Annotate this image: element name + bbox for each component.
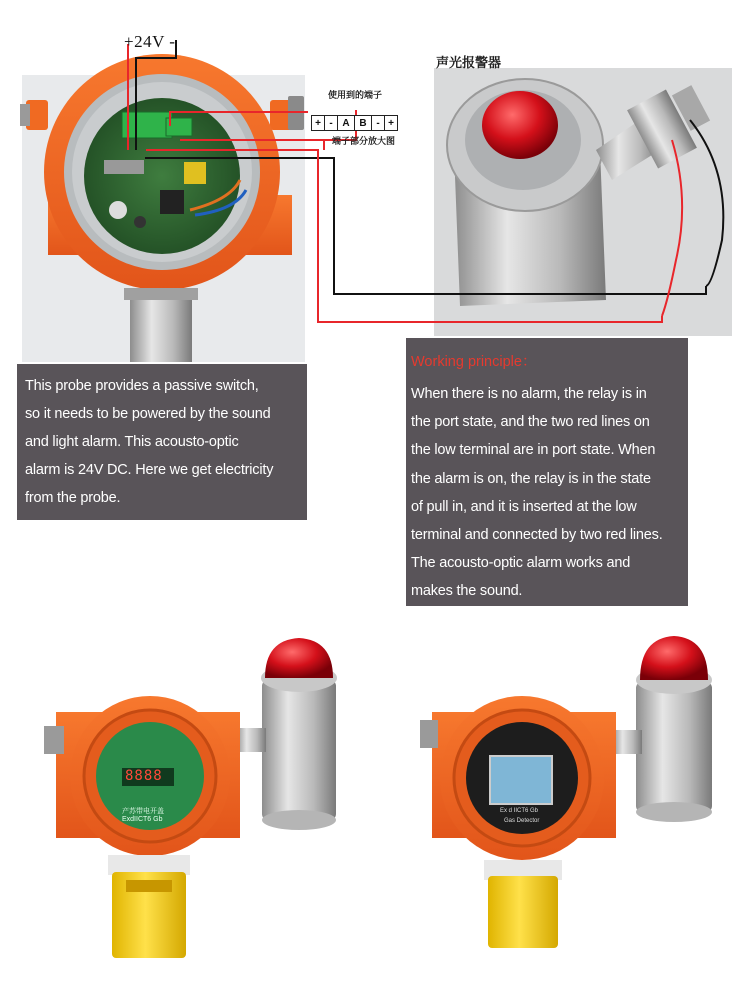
terminal-6: + [384, 115, 398, 131]
probe-info-text: This probe provides a passive switch, so it needs to be powered by the sound and light alarm. This acousto-optic alarm is 24V DC. Here we get electricity from the probe. [25, 378, 274, 506]
working-principle-text: When there is no alarm, the relay is in the port state, and the two red lines on the low terminal are in port state. When the alarm is on, the relay is in the state of pull in, and it is inserted at the low terminal and connected by two red lines. The acousto-optic alarm works and makes the sound. [411, 386, 663, 600]
voltage-label: +24V - [124, 32, 176, 51]
alarm-title: 声光报警器 [436, 55, 502, 70]
detector-with-alarm-right [420, 636, 712, 948]
left-device-display: 8888 [125, 768, 163, 784]
left-device-text-1: 产苏带电开盖 [122, 808, 164, 815]
right-device-label-2: Gas Detector [504, 818, 540, 824]
terminal-caption-top: 使用到的端子 [328, 90, 383, 100]
left-device-text-2: ExdIICT6 Gb [122, 816, 163, 823]
terminal-1: + [311, 115, 325, 131]
terminal-4: B [354, 115, 372, 131]
terminal-3: A [337, 115, 355, 131]
sound-light-alarm-photo [434, 68, 732, 336]
probe-info-panel [17, 364, 307, 520]
opened-detector-photo [20, 54, 305, 362]
terminal-2: - [324, 115, 338, 131]
terminal-strip [312, 115, 398, 131]
working-principle-panel [406, 338, 688, 606]
terminal-caption-bottom: 端子部分放大图 [332, 136, 396, 146]
terminal-5: - [371, 115, 385, 131]
working-principle-heading: Working principle： [411, 354, 537, 370]
right-device-label-1: Ex d IICT6 Gb [500, 808, 539, 814]
detector-with-alarm-left [44, 638, 337, 958]
